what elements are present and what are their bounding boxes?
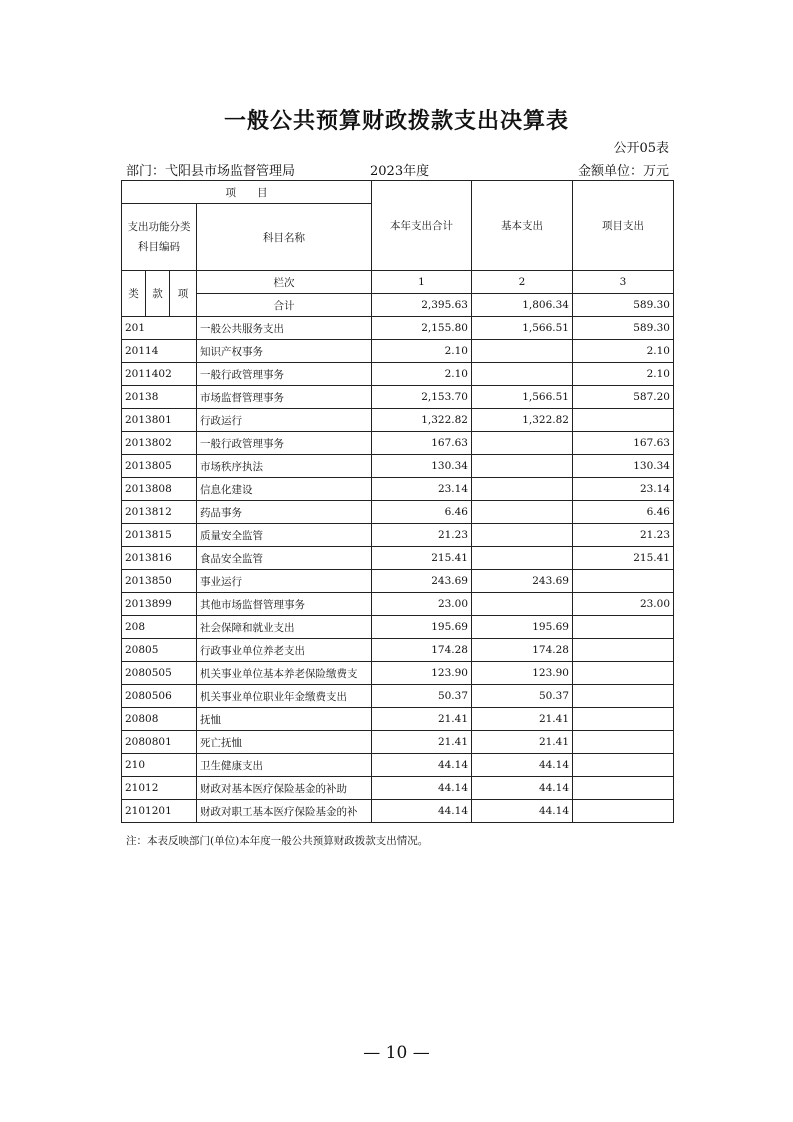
row-total: 6.46	[372, 501, 472, 524]
table-row	[122, 432, 674, 455]
subject-name: 食品安全监管	[197, 547, 372, 570]
table-row	[122, 501, 674, 524]
subject-code: 210	[122, 754, 197, 777]
subject-name: 一般行政管理事务	[197, 432, 372, 455]
row-basic: 195.69	[472, 616, 573, 639]
row-basic	[472, 340, 573, 363]
page-number: — 10 —	[363, 1043, 430, 1063]
row-total: 23.14	[372, 478, 472, 501]
total-row	[122, 294, 674, 317]
row-basic	[472, 593, 573, 616]
row-project	[573, 616, 674, 639]
row-project	[573, 754, 674, 777]
row-total: 44.14	[372, 800, 472, 823]
header-basic: 基本支出	[472, 181, 573, 271]
row-project	[573, 708, 674, 731]
column-number-3: 3	[573, 271, 674, 294]
row-basic: 50.37	[472, 685, 573, 708]
row-basic	[472, 455, 573, 478]
row-project: 23.14	[573, 478, 674, 501]
table-row	[122, 363, 674, 386]
table-row	[122, 593, 674, 616]
row-total: 2.10	[372, 340, 472, 363]
subject-name: 机关事业单位基本养老保险缴费支	[197, 662, 372, 685]
subject-code: 2013808	[122, 478, 197, 501]
row-total: 167.63	[372, 432, 472, 455]
row-project	[573, 685, 674, 708]
row-project: 130.34	[573, 455, 674, 478]
header-item: 项 目	[122, 181, 372, 204]
subject-code: 20805	[122, 639, 197, 662]
table-row	[122, 524, 674, 547]
row-total: 130.34	[372, 455, 472, 478]
subject-code: 2013801	[122, 409, 197, 432]
table-row	[122, 639, 674, 662]
row-total: 2,153.70	[372, 386, 472, 409]
row-basic: 44.14	[472, 754, 573, 777]
header-name-label: 科目名称	[197, 204, 372, 271]
subject-code: 2080801	[122, 731, 197, 754]
table-row	[122, 386, 674, 409]
table-row	[122, 708, 674, 731]
table-row	[122, 777, 674, 800]
subject-code: 208	[122, 616, 197, 639]
total-basic: 1,806.34	[472, 294, 573, 317]
row-basic: 1,566.51	[472, 386, 573, 409]
header-lanci: 栏次	[197, 271, 372, 294]
subject-name: 卫生健康支出	[197, 754, 372, 777]
row-basic	[472, 501, 573, 524]
fiscal-year: 2023年度	[370, 164, 430, 179]
table-row	[122, 478, 674, 501]
row-total: 21.41	[372, 731, 472, 754]
header-kuan: 款	[146, 271, 170, 317]
total-amount: 2,395.63	[372, 294, 472, 317]
row-basic: 243.69	[472, 570, 573, 593]
table-row	[122, 616, 674, 639]
table-row	[122, 340, 674, 363]
row-basic	[472, 363, 573, 386]
table-meta	[122, 160, 673, 178]
subject-code: 2013802	[122, 432, 197, 455]
row-project	[573, 800, 674, 823]
row-project	[573, 409, 674, 432]
expenditure-table	[121, 180, 674, 823]
row-total: 23.00	[372, 593, 472, 616]
row-basic: 1,322.82	[472, 409, 573, 432]
table-row	[122, 685, 674, 708]
row-basic: 44.14	[472, 800, 573, 823]
row-total: 21.41	[372, 708, 472, 731]
subject-name: 抚恤	[197, 708, 372, 731]
subject-code: 2101201	[122, 800, 197, 823]
row-total: 174.28	[372, 639, 472, 662]
row-basic: 1,566.51	[472, 317, 573, 340]
subject-name: 行政运行	[197, 409, 372, 432]
subject-name: 社会保障和就业支出	[197, 616, 372, 639]
subject-code: 2013816	[122, 547, 197, 570]
row-basic	[472, 432, 573, 455]
subject-code: 2013815	[122, 524, 197, 547]
header-project: 项目支出	[573, 181, 674, 271]
subject-name: 财政对基本医疗保险基金的补助	[197, 777, 372, 800]
subject-name: 事业运行	[197, 570, 372, 593]
row-basic	[472, 524, 573, 547]
amount-unit: 金额单位：万元	[577, 164, 669, 179]
header-code-label: 支出功能分类 科目编码	[122, 204, 197, 271]
subject-code: 2011402	[122, 363, 197, 386]
row-basic: 21.41	[472, 708, 573, 731]
row-project	[573, 731, 674, 754]
subject-name: 市场监督管理事务	[197, 386, 372, 409]
subject-name: 行政事业单位养老支出	[197, 639, 372, 662]
header-lei: 类	[122, 271, 146, 317]
table-row	[122, 570, 674, 593]
row-project: 587.20	[573, 386, 674, 409]
row-total: 123.90	[372, 662, 472, 685]
header-total: 本年支出合计	[372, 181, 472, 271]
subject-name: 财政对职工基本医疗保险基金的补	[197, 800, 372, 823]
row-project: 6.46	[573, 501, 674, 524]
row-total: 2.10	[372, 363, 472, 386]
table-row	[122, 800, 674, 823]
row-project	[573, 777, 674, 800]
subject-code: 2080505	[122, 662, 197, 685]
row-total: 215.41	[372, 547, 472, 570]
row-basic	[472, 547, 573, 570]
row-project: 21.23	[573, 524, 674, 547]
row-total: 2,155.80	[372, 317, 472, 340]
subject-name: 一般行政管理事务	[197, 363, 372, 386]
header-row-lanci	[122, 271, 674, 294]
column-number-1: 1	[372, 271, 472, 294]
row-project	[573, 662, 674, 685]
row-basic: 21.41	[472, 731, 573, 754]
subject-code: 2013812	[122, 501, 197, 524]
table-row	[122, 317, 674, 340]
subject-name: 一般公共服务支出	[197, 317, 372, 340]
row-total: 21.23	[372, 524, 472, 547]
table-row	[122, 662, 674, 685]
subject-name: 其他市场监督管理事务	[197, 593, 372, 616]
row-project: 589.30	[573, 317, 674, 340]
header-row-item	[122, 181, 674, 204]
row-total: 50.37	[372, 685, 472, 708]
row-project: 23.00	[573, 593, 674, 616]
row-basic: 44.14	[472, 777, 573, 800]
row-project: 2.10	[573, 340, 674, 363]
page-title: 一般公共预算财政拨款支出决算表	[223, 108, 569, 134]
row-total: 243.69	[372, 570, 472, 593]
subject-code: 21012	[122, 777, 197, 800]
row-basic: 174.28	[472, 639, 573, 662]
row-total: 44.14	[372, 754, 472, 777]
subject-code: 2080506	[122, 685, 197, 708]
row-basic	[472, 478, 573, 501]
row-project: 2.10	[573, 363, 674, 386]
subject-name: 知识产权事务	[197, 340, 372, 363]
subject-code: 2013805	[122, 455, 197, 478]
row-total: 195.69	[372, 616, 472, 639]
row-total: 1,322.82	[372, 409, 472, 432]
table-row	[122, 731, 674, 754]
table-row	[122, 754, 674, 777]
subject-code: 20114	[122, 340, 197, 363]
subject-code: 201	[122, 317, 197, 340]
form-number: 公开05表	[613, 141, 669, 156]
subject-name: 死亡抚恤	[197, 731, 372, 754]
subject-name: 机关事业单位职业年金缴费支出	[197, 685, 372, 708]
subject-code: 2013899	[122, 593, 197, 616]
row-project: 215.41	[573, 547, 674, 570]
subject-code: 20808	[122, 708, 197, 731]
subject-name: 信息化建设	[197, 478, 372, 501]
table-row	[122, 409, 674, 432]
row-project	[573, 639, 674, 662]
subject-name: 市场秩序执法	[197, 455, 372, 478]
subject-code: 2013850	[122, 570, 197, 593]
row-project: 167.63	[573, 432, 674, 455]
total-project: 589.30	[573, 294, 674, 317]
table-row	[122, 455, 674, 478]
row-project	[573, 570, 674, 593]
department-label: 部门：弋阳县市场监督管理局	[126, 164, 296, 179]
row-basic: 123.90	[472, 662, 573, 685]
subject-name: 质量安全监管	[197, 524, 372, 547]
subject-code: 20138	[122, 386, 197, 409]
header-xiang: 项	[170, 271, 197, 317]
row-total: 44.14	[372, 777, 472, 800]
table-note: 注：本表反映部门(单位)本年度一般公共预算财政拨款支出情况。	[126, 835, 429, 847]
table-row	[122, 547, 674, 570]
column-number-2: 2	[472, 271, 573, 294]
total-label: 合计	[197, 294, 372, 317]
subject-name: 药品事务	[197, 501, 372, 524]
